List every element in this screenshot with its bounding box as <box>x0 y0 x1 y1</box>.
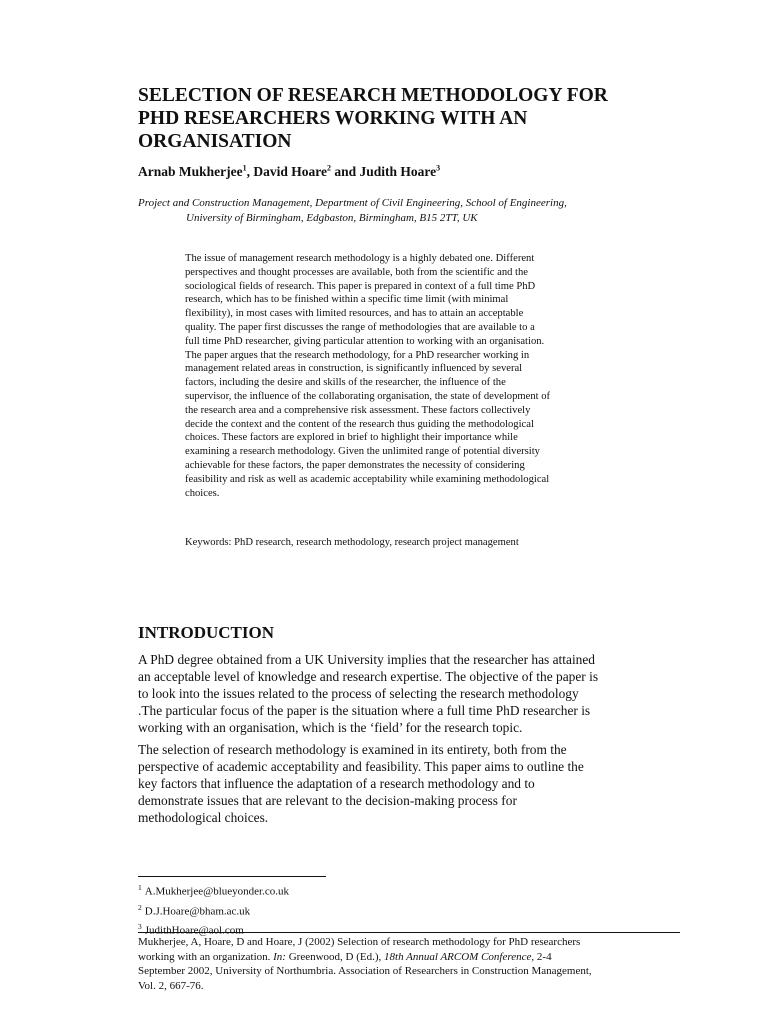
author-list <box>138 164 440 180</box>
abstract-line: choices. <box>185 487 220 499</box>
title-line: SELECTION OF RESEARCH METHODOLOGY FOR <box>138 85 608 106</box>
citation-text: working with an organization. <box>138 950 274 963</box>
abstract-line: full time PhD researcher, giving particular attention to working with an organisation. <box>185 335 545 347</box>
abstract <box>185 252 647 500</box>
abstract-line: quality. The paper first discusses the range of methodologies that are available to a <box>185 321 535 333</box>
footnote-number: 3 <box>138 922 142 932</box>
affiliation-line: University of Birmingham, Edgbaston, Birmingham, B15 2TT, UK <box>186 212 478 224</box>
footnote-email: D.J.Hoare@bham.ac.uk <box>144 905 251 918</box>
abstract-line: sociological fields of research. This paper is prepared in context of a full time PhD <box>185 280 536 292</box>
footnote-email: JudithHoare@aol.com <box>144 924 244 937</box>
footnote-divider <box>138 876 326 877</box>
abstract-line: flexibility), in most cases with limited resources, and has to attain an acceptable <box>185 308 524 320</box>
footnote-email: A.Mukherjee@blueyonder.co.uk <box>144 885 289 898</box>
abstract-line: research, which has to be finished within a specific time limit (with minimal <box>185 294 509 306</box>
affiliation <box>138 196 658 226</box>
body-line: an acceptable level of knowledge and research expertise. The objective of the paper is <box>138 669 599 684</box>
title-line: ORGANISATION <box>138 131 292 152</box>
citation-conference: 18th Annual ARCOM Conference <box>384 950 532 963</box>
author-name: David Hoare <box>253 164 327 179</box>
abstract-line: perspectives and thought processes are available, both from the scientific and the <box>185 266 528 278</box>
body-line: methodological choices. <box>138 810 269 825</box>
abstract-line: supervisor, the influence of the collaborating organisation, the state of development of <box>185 390 551 402</box>
citation-text: Greenwood, D (Ed.), <box>285 950 385 963</box>
citation-in: In: <box>273 950 286 963</box>
affiliation-line: Project and Construction Management, Department of Civil Engineering, School of Engineering, <box>138 197 567 209</box>
abstract-line: the research area and a comprehensive risk assessment. These factors collectively <box>185 404 531 416</box>
abstract-line: factors, including the desire and skills of the researcher, the influence of the <box>185 377 506 389</box>
keywords: Keywords: PhD research, research methodology, research project management <box>185 537 519 548</box>
abstract-line: examining a research methodology. Given the unlimited range of potential diversity <box>185 446 540 458</box>
body-line: to look into the issues related to the process of selecting the research methodology <box>138 686 579 701</box>
author-separator: and <box>331 164 360 179</box>
abstract-line: The issue of management research methodology is a highly debated one. Different <box>185 253 535 264</box>
intro-paragraph-1 <box>138 651 658 736</box>
body-line: .The particular focus of the paper is the situation where a full time PhD researcher is <box>138 703 591 718</box>
abstract-line: feasibility and risk as well as academic acceptability while examining methodological <box>185 473 550 485</box>
abstract-line: The paper argues that the research methodology, for a PhD researcher working in <box>185 349 530 361</box>
footnote-number: 2 <box>138 902 142 912</box>
title-line: PHD RESEARCHERS WORKING WITH AN <box>138 108 528 129</box>
intro-paragraph-2 <box>138 741 658 826</box>
citation-divider <box>138 932 680 933</box>
body-line: perspective of academic acceptability and feasibility. This paper aims to outline the <box>138 759 584 774</box>
citation-line: Vol. 2, 667-76. <box>138 979 204 992</box>
section-heading-introduction: INTRODUCTION <box>138 623 275 642</box>
abstract-line: achievable for these factors, the paper demonstrates the necessity of considering <box>185 459 525 471</box>
abstract-line: management related areas in construction, is significantly influenced by several <box>185 363 523 375</box>
citation-line <box>138 950 698 965</box>
author-footnote-mark: 1 <box>242 163 247 173</box>
author-name: Judith Hoare <box>359 164 437 179</box>
citation <box>138 935 698 993</box>
author-separator: , <box>246 164 254 179</box>
body-line: demonstrate issues that are relevant to the decision-making process for <box>138 793 517 808</box>
author-footnote-mark: 3 <box>436 163 441 173</box>
citation-text: , 2-4 <box>531 950 552 963</box>
footnotes <box>138 880 289 939</box>
footnote <box>138 900 289 920</box>
abstract-line: choices. These factors are explored in brief to highlight their importance while <box>185 432 518 444</box>
citation-line: Mukherjee, A, Hoare, D and Hoare, J (2002) Selection of research methodology for PhD researchers <box>138 936 581 948</box>
abstract-line: decide the context and the content of the research thus guiding the methodological <box>185 418 534 430</box>
body-line: working with an organisation, which is the ‘field’ for the research topic. <box>138 720 523 735</box>
paper-title <box>138 84 698 153</box>
body-line: key factors that influence the adaptation of a research methodology and to <box>138 776 535 791</box>
body-line: A PhD degree obtained from a UK University implies that the researcher has attained <box>138 652 595 667</box>
author-footnote-mark: 2 <box>327 163 331 173</box>
footnote-number: 1 <box>138 883 142 892</box>
body-line: The selection of research methodology is examined in its entirety, both from the <box>138 742 567 757</box>
citation-line: September 2002, University of Northumbria. Association of Researchers in Construction Management, <box>138 965 592 978</box>
footnote <box>138 880 289 900</box>
author-name: Arnab Mukherjee <box>138 164 243 179</box>
